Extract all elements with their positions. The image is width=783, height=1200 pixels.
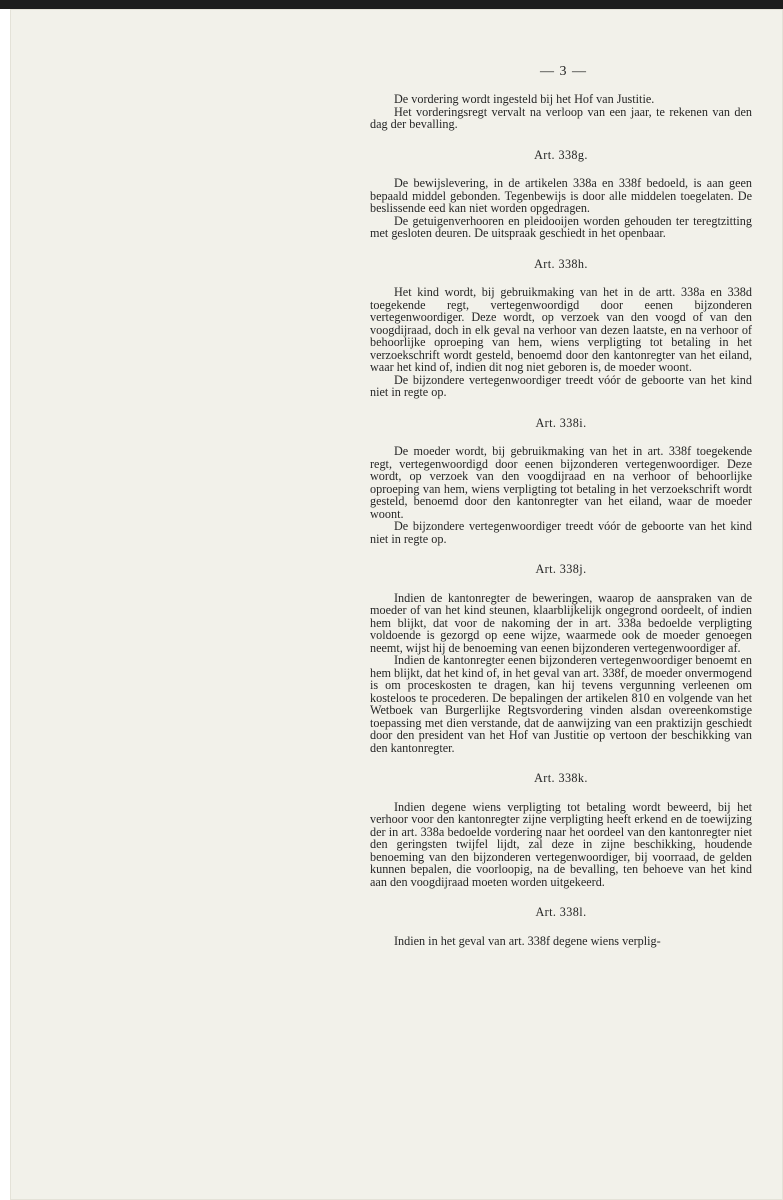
paragraph: De moeder wordt, bij gebruikmaking van het in art. 338f toegekende regt, vertegenwoordigd door eenen bijzonderen vertegenwoordiger. Deze wordt, op verzoek van den voogdijraad en na verhoor of behoorlijke oproeping van hem, wiens verpligting tot betaling in het verzoekschrift wordt gesteld, benoemd door den kantonregter van het eiland, waar de moeder woont.	[370, 444, 752, 521]
article-heading: Art. 338g.	[534, 147, 588, 162]
paragraph: De bijzondere vertegenwoordiger treedt vóór de geboorte van het kind niet in regte op.	[370, 519, 752, 546]
paragraph: Het vorderingsregt vervalt na verloop van een jaar, te rekenen van den dag der bevalling.	[370, 104, 752, 131]
article-heading: Art. 338i.	[535, 415, 587, 430]
article-heading: Art. 338j.	[535, 562, 587, 576]
paragraph: Indien degene wiens verpligting tot betaling wordt beweerd, bij het verhoor voor den kantonregter zijne verpligting heeft erkend en de toewijzing der in art. 338a bedoelde vordering naar het oordeel van den kantonregter niet den geringsten twijfel lijdt, zal deze in zijne beschikking, houdende benoeming van den bijzonderen vertegenwoordiger, bij voorraad, de gelden kunnen bepalen, die voorloopig, na de bevalling, ten behoeve van het kind aan den voogdijraad moeten worden uitgekeerd.	[370, 799, 752, 889]
article-heading: Art. 338k.	[534, 771, 588, 785]
scan-border	[0, 0, 783, 9]
article-text-column	[370, 93, 752, 947]
paragraph: De vordering wordt ingesteld bij het Hof van Justitie.	[394, 92, 655, 106]
paragraph: De bijzondere vertegenwoordiger treedt vóór de geboorte van het kind niet in regte op.	[370, 372, 752, 399]
paragraph: De getuigenverhooren en pleidooijen worden gehouden ter teregtzitting met gesloten deuren. De uitspraak geschiedt in het openbaar.	[370, 213, 752, 240]
paragraph: Indien de kantonregter de beweringen, waarop de aanspraken van de moeder of van het kind steunen, klaarblijkelijk ongegrond oordeelt, of indien hem blijkt, dat voor de nakoming der in art. 338a bedoelde verpligting voldoende is gezorgd op eene wijze, waarmede ook de moeder genoegen neemt, wijst hij de benoeming van eenen bijzonderen vertegenwoordiger af.	[370, 590, 752, 655]
article-heading: Art. 338l.	[535, 905, 587, 919]
paragraph: Indien de kantonregter eenen bijzonderen vertegenwoordiger benoemt en hem blijkt, dat het kind of, in het geval van art. 338f, de moeder onvermogend is om proceskosten te dragen, kan hij tevens vergunning verleenen om kosteloos te procederen. De bepalingen der artikelen 810 en volgende van het Wetboek van Burgerlijke Regtsvordering vinden alsdan overeenkomstige toepassing met dien verstande, dat de aanwijzing van een praktizijn geschiedt door den president van het Hof van Justitie op vertoon der beschikking van den kantonregter.	[370, 653, 752, 755]
paragraph: Indien in het geval van art. 338f degene wiens verplig-	[394, 933, 661, 948]
page-number: — 3 —	[540, 64, 587, 79]
article-heading: Art. 338h.	[534, 256, 588, 271]
paragraph: Het kind wordt, bij gebruikmaking van het in de artt. 338a en 338d toegekende regt, vertegenwoordigd door eenen bijzonderen vertegenwoordiger. Deze wordt, op verzoek van den voogd of van den voogdijraad, doch in elk geval na verhoor van dezen laatste, en na verhoor of behoorlijke oproeping van hem, wiens verpligting tot betaling in het verzoekschrift wordt gesteld, benoemd door den kantonregter van het eiland, waar het kind of, indien dit nog niet geboren is, de moeder woont.	[370, 285, 752, 374]
paragraph: De bewijslevering, in de artikelen 338a en 338f bedoeld, is aan geen bepaald middel gebonden. Tegenbewijs is door alle middelen toegelaten. De beslissende eed kan niet worden opgedragen.	[370, 176, 752, 215]
